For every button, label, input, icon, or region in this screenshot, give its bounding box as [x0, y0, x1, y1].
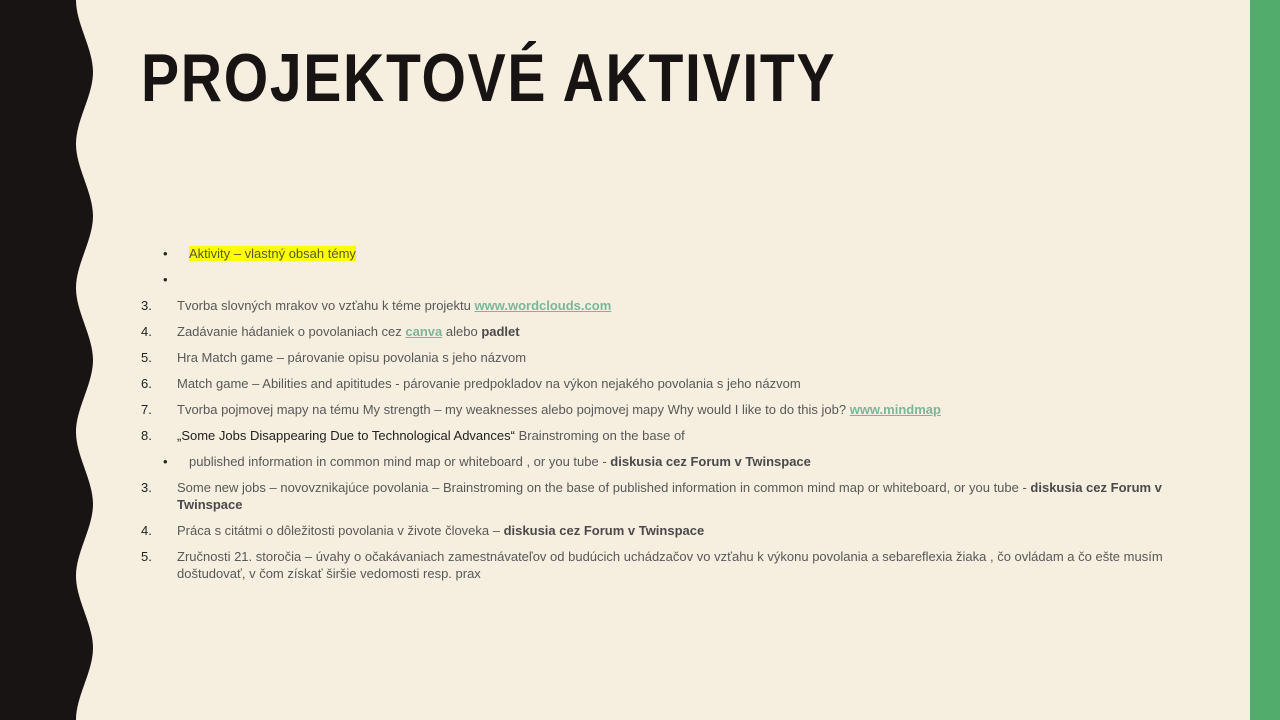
bold-text: diskusia cez Forum v Twinspace — [503, 523, 705, 538]
item-text: Tvorba slovných mrakov vo vzťahu k téme projektu — [177, 298, 475, 313]
number-marker: 3. — [141, 480, 152, 495]
list-item-text — [177, 401, 941, 418]
item-text: published information in common mind map or whiteboard , or you tube - — [189, 454, 611, 469]
item-text: Brainstroming on the base of — [514, 428, 685, 443]
bullet-marker: • — [163, 246, 168, 261]
number-marker: 8. — [141, 428, 152, 443]
list-item-text — [189, 245, 356, 262]
item-text: Some new jobs – novovznikajúce povolania – Brainstroming on the base of published information in common mind map or whiteboard, or you tube - — [177, 480, 1031, 495]
number-marker: 5. — [141, 350, 152, 365]
list-item-text — [177, 323, 520, 340]
item-text: Práca s citátmi o dôležitosti povolania v živote človeka – — [177, 523, 504, 538]
bold-text: padlet — [481, 324, 520, 339]
number-marker: 5. — [141, 549, 152, 564]
number-marker: 4. — [141, 324, 152, 339]
number-marker: 6. — [141, 376, 152, 391]
highlighted-text: Aktivity – vlastný obsah témy — [189, 246, 356, 261]
list-item-text: Match game – Abilities and apititudes - párovanie predpokladov na výkon nejakého povolania s jeho názvom — [177, 376, 801, 391]
number-marker: 4. — [141, 523, 152, 538]
mindmap-link[interactable]: www.mindmap — [849, 402, 941, 417]
list-item-text — [177, 427, 685, 444]
number-marker: 7. — [141, 402, 152, 417]
list-item-text: Zručnosti 21. storočia – úvahy o očakávaniach zamestnávateľov od budúcich uchádzačov vo vzťahu k výkonu povolania a sebareflexia žiaka , čo ovládam a čo ešte musím doštudovať, v čom získať širšie vedomosti resp. prax — [177, 549, 1163, 581]
bullet-marker: • — [163, 454, 168, 469]
item-text: alebo — [442, 324, 482, 339]
number-marker: 3. — [141, 298, 152, 313]
bold-text: diskusia cez Forum v Twinspace — [177, 480, 1162, 512]
bullet-marker: • — [163, 272, 168, 287]
quoted-title: „Some Jobs Disappearing Due to Technological Advances“ — [177, 428, 515, 443]
item-text: Tvorba pojmovej mapy na tému My strength – my weaknesses alebo pojmovej mapy Why would I like to do this job? — [177, 402, 850, 417]
bold-text: diskusia cez Forum v Twinspace — [610, 454, 811, 469]
slide-title-text: PROJEKTOVÉ AKTIVITY — [141, 40, 837, 116]
list-item-text — [177, 522, 704, 539]
list-item-text — [177, 297, 611, 314]
list-item-text: Hra Match game – párovanie opisu povolania s jeho názvom — [177, 350, 527, 365]
canva-link[interactable]: canva — [405, 324, 443, 339]
list-item-text — [189, 453, 811, 470]
list-item-text — [177, 479, 1197, 513]
item-text: Zadávanie hádaniek o povolaniach cez — [177, 324, 406, 339]
wordclouds-link[interactable]: www.wordclouds.com — [474, 298, 612, 313]
